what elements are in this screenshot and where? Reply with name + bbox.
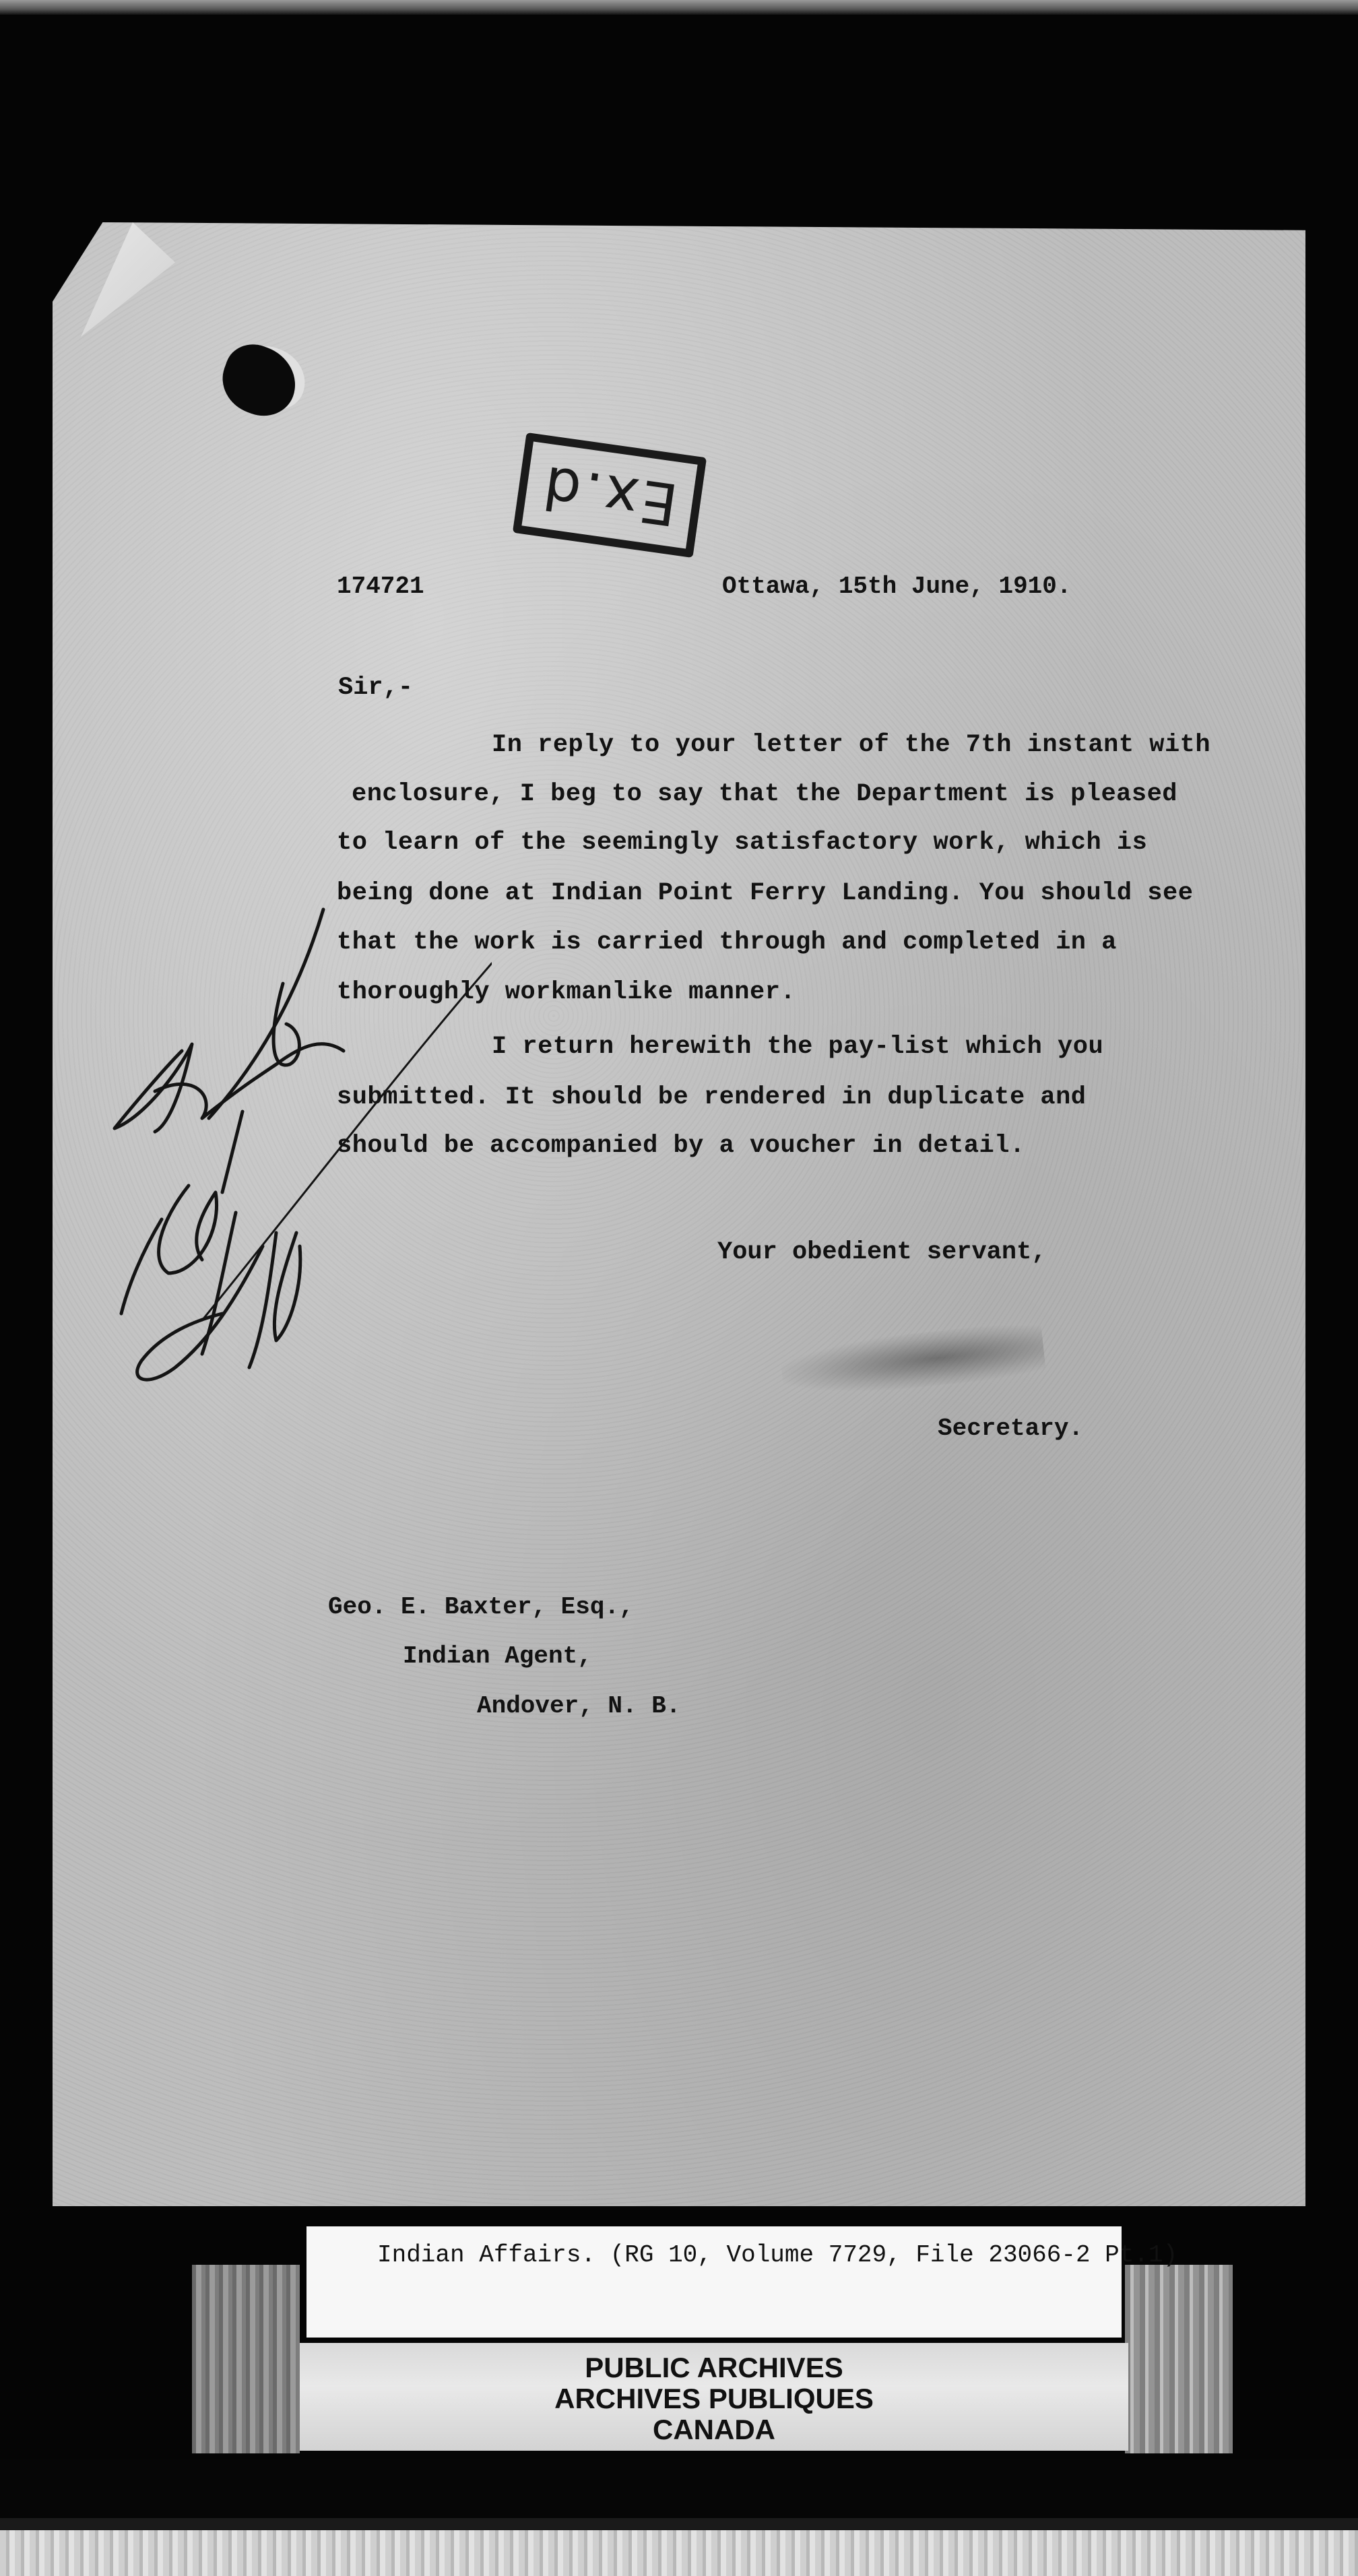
stamp-text: Ex.d — [537, 452, 682, 538]
film-bottom-edge — [0, 2518, 1358, 2576]
archive-reference: Indian Affairs. (RG 10, Volume 7729, File 23066-2 Pt.1) — [377, 2241, 1178, 2269]
signature-title: Secretary. — [938, 1415, 1084, 1442]
closing: Your obedient servant, — [717, 1238, 1047, 1266]
recipient-location: Andover, N. B. — [477, 1692, 681, 1720]
archives-line-1: PUBLIC ARCHIVES — [585, 2352, 843, 2383]
archives-banner — [300, 2343, 1128, 2451]
archive-reference-label — [306, 2226, 1178, 2338]
archives-line-3: CANADA — [653, 2414, 775, 2445]
body-line-9: should be accompanied by a voucher in detail. — [337, 1132, 1025, 1160]
salutation: Sir,- — [338, 674, 414, 702]
body-line-2: enclosure, I beg to say that the Department is pleased — [352, 780, 1177, 808]
film-block-left — [192, 2265, 300, 2453]
film-bottom-dark — [0, 2459, 1358, 2518]
body-line-7: I return herewith the pay-list which you — [492, 1033, 1104, 1061]
file-number: 174721 — [337, 573, 424, 600]
recipient-title: Indian Agent, — [403, 1642, 592, 1670]
recipient-name: Geo. E. Baxter, Esq., — [328, 1593, 634, 1621]
body-line-8: submitted. It should be rendered in duplicate and — [337, 1083, 1087, 1112]
body-line-6: thoroughly workmanlike manner. — [337, 978, 796, 1006]
film-top-edge — [0, 0, 1358, 15]
handwritten-initials — [101, 896, 492, 1448]
date-line: Ottawa, 15th June, 1910. — [722, 573, 1072, 600]
archives-line-2: ARCHIVES PUBLIQUES — [554, 2383, 874, 2414]
body-line-3: to learn of the seemingly satisfactory work, which is — [337, 829, 1148, 857]
body-line-4: being done at Indian Point Ferry Landing. You should see — [337, 879, 1194, 907]
body-line-5: that the work is carried through and completed in a — [337, 928, 1117, 957]
film-block-right — [1125, 2265, 1233, 2453]
body-line-1: In reply to your letter of the 7th instant with — [492, 731, 1211, 759]
